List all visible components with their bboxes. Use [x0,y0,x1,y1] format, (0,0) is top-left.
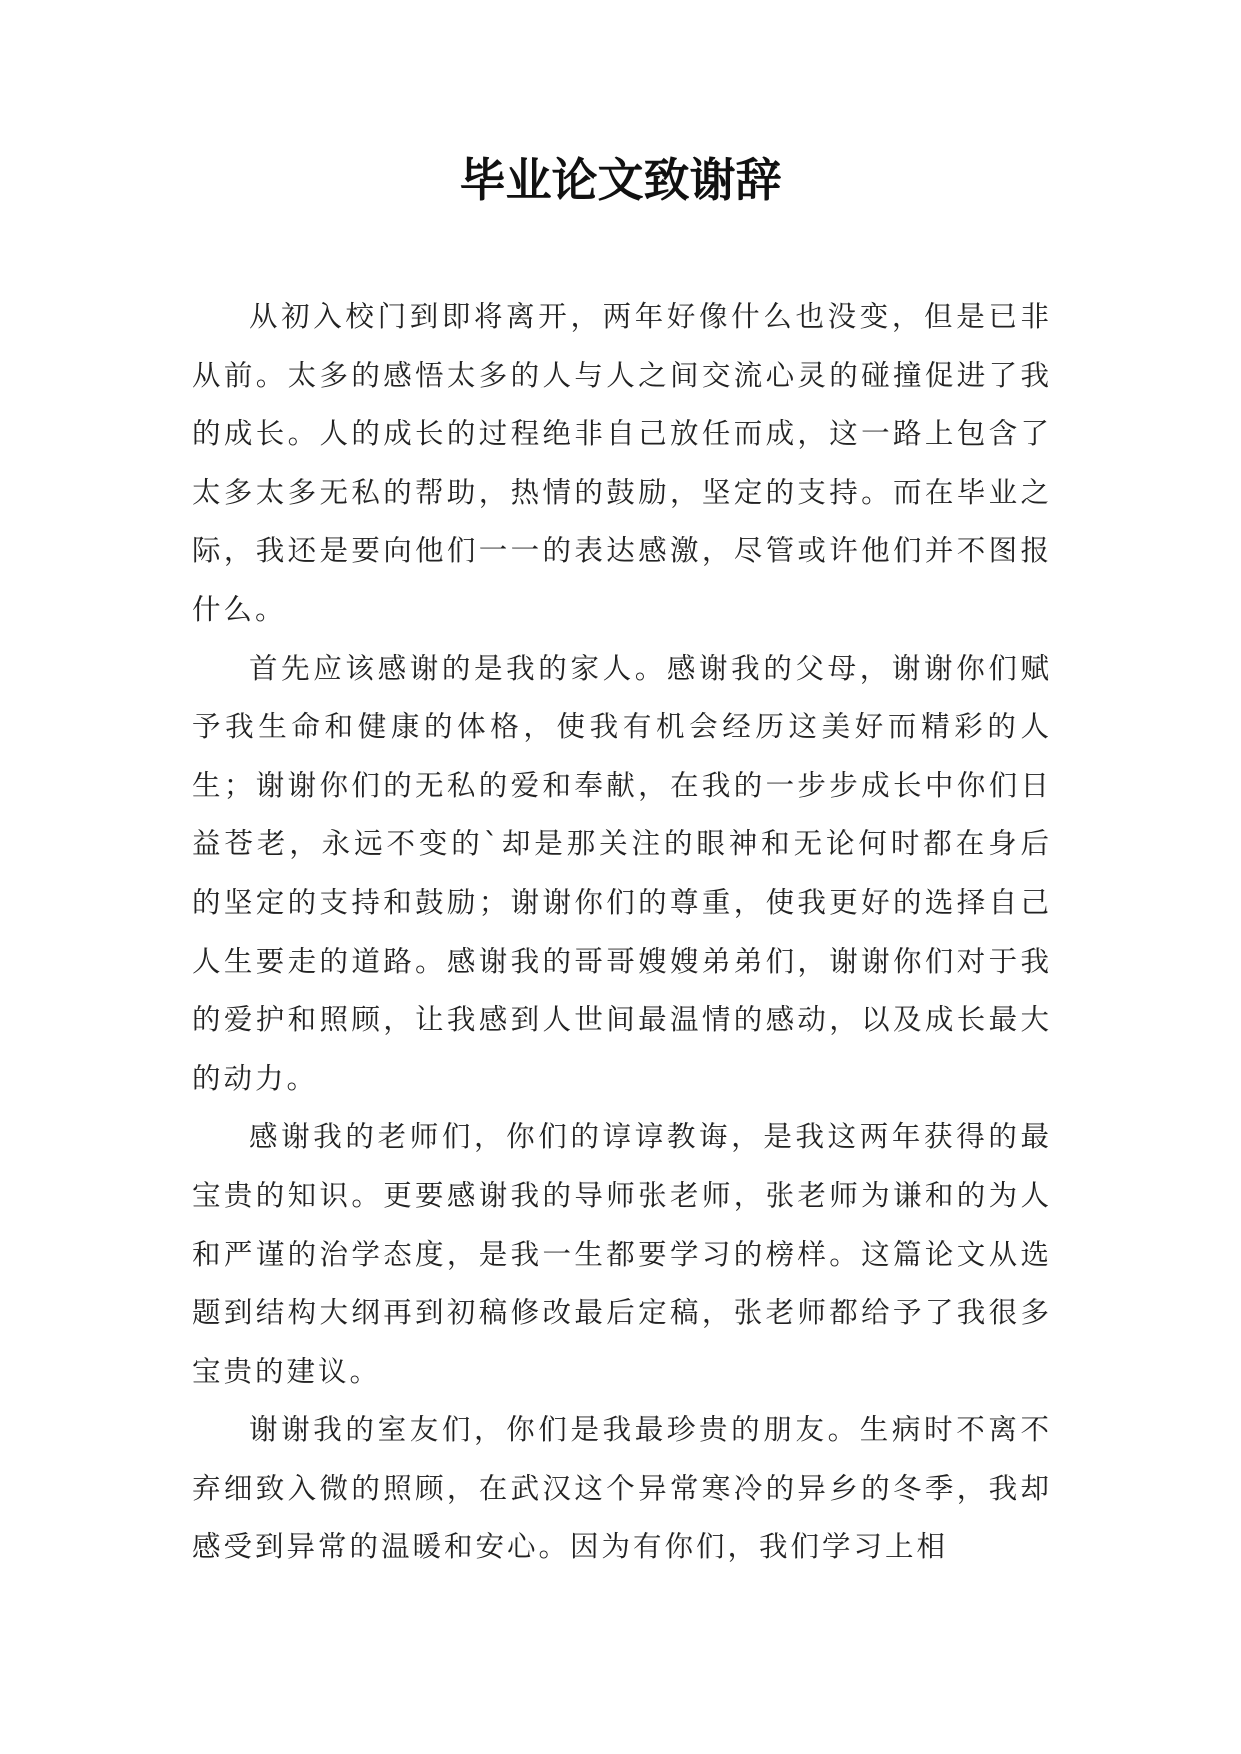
document-body [192,288,1052,1577]
paragraph-family: 首先应该感谢的是我的家人。感谢我的父母，谢谢你们赋予我生命和健康的体格，使我有机会经历这美好而精彩的人生；谢谢你们的无私的爱和奉献，在我的一步步成长中你们日益苍老，永远不变的`却是那关注的眼神和无论何时都在身后的坚定的支持和鼓励；谢谢你们的尊重，使我更好的选择自己人生要走的道路。感谢我的哥哥嫂嫂弟弟们，谢谢你们对于我的爱护和照顾，让我感到人世间最温情的感动，以及成长最大的动力。 [192,651,1052,1095]
document-title: 毕业论文致谢辞 [459,153,782,207]
paragraph-intro: 从初入校门到即将离开，两年好像什么也没变，但是已非从前。太多的感悟太多的人与人之间交流心灵的碰撞促进了我的成长。人的成长的过程绝非自己放任而成，这一路上包含了太多太多无私的帮助，热情的鼓励，坚定的支持。而在毕业之际，我还是要向他们一一的表达感激，尽管或许他们并不图报什么。 [192,300,1052,626]
paragraph-teachers: 感谢我的老师们，你们的谆谆教诲，是我这两年获得的最宝贵的知识。更要感谢我的导师张老师，张老师为谦和的为人和严谨的治学态度，是我一生都要学习的榜样。这篇论文从选题到结构大纲再到初稿修改最后定稿，张老师都给予了我很多宝贵的建议。 [192,1120,1052,1388]
paragraph-roommates: 谢谢我的室友们，你们是我最珍贵的朋友。生病时不离不弃细致入微的照顾，在武汉这个异常寒冷的异乡的冬季，我却感受到异常的温暖和安心。因为有你们，我们学习上相 [192,1413,1052,1564]
